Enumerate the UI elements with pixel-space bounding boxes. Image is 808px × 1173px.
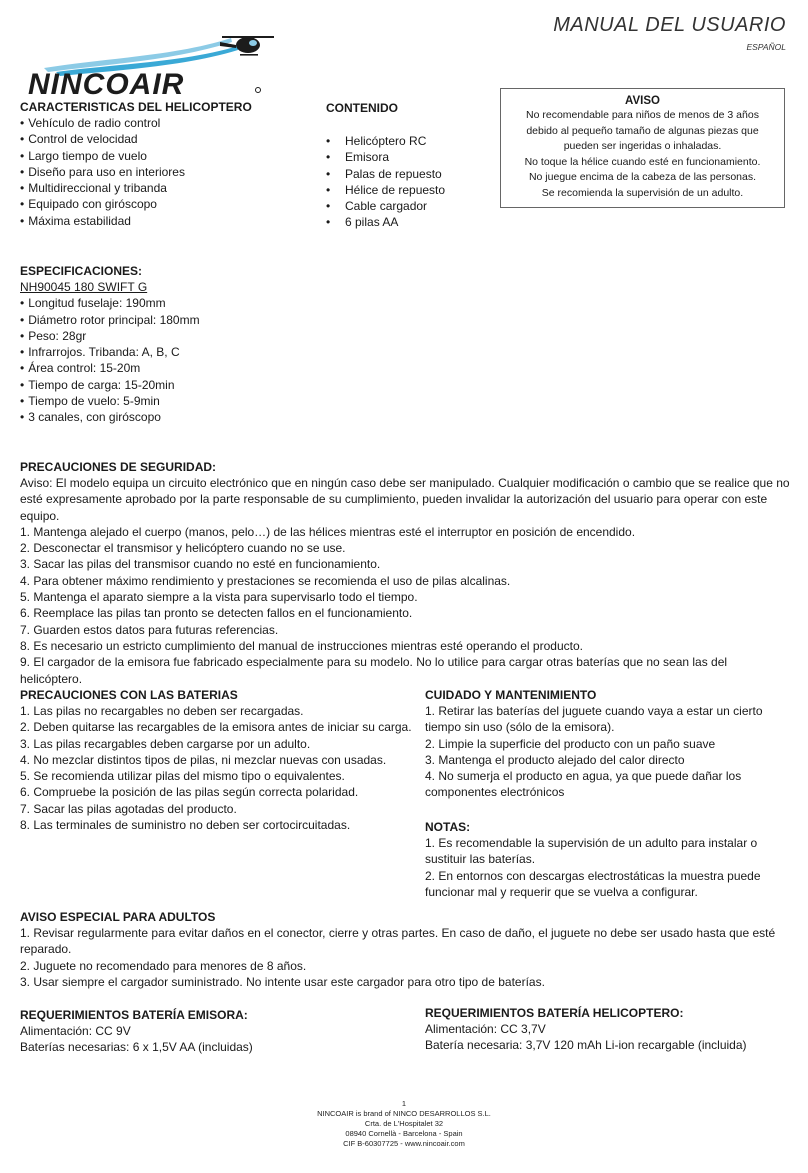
- contents-item: • Emisora: [326, 150, 390, 165]
- spec-item: • Infrarrojos. Tribanda: A, B, C: [20, 344, 200, 360]
- care-item: 2. Limpie la superficie del producto con un paño suave: [425, 736, 716, 751]
- notice-line: debido al pequeño tamaño de algunas piezas que: [526, 124, 759, 137]
- notes-item: 1. Es recomendable la supervisión de un adulto para instalar o sustituir las baterías.: [425, 836, 758, 867]
- battery-item: 6. Compruebe la posición de las pilas según correcta polaridad.: [20, 785, 359, 800]
- features-section: [20, 99, 252, 229]
- safety-item: 8. Es necesario un estricto cumplimiento del manual de instrucciones mientras esté operando el producto.: [20, 638, 583, 653]
- specs-model: NH90045 180 SWIFT G: [20, 280, 148, 294]
- battery-item: 3. Las pilas recargables deben cargarse por un adulto.: [20, 736, 311, 751]
- brand-text: NINCOAIR: [28, 68, 185, 100]
- battery-item: 7. Sacar las pilas agotadas del producto.: [20, 801, 237, 816]
- feature-item: • Diseño para uso en interiores: [20, 164, 252, 180]
- safety-item: 4. Para obtener máximo rendimiento y prestaciones se recomienda el uso de pilas alcalinas.: [20, 573, 511, 588]
- adult-notice-item: 1. Revisar regularmente para evitar daños en el conector, cierre y otras partes. En caso de daño, el juguete no debe ser usado hasta que esté reparado.: [20, 926, 776, 957]
- footer-line: 08940 Cornellà - Barcelona - Spain: [345, 1129, 463, 1138]
- contents-item: • Hélice de repuesto: [326, 182, 446, 197]
- safety-section: [20, 459, 790, 687]
- spec-item: • Tiempo de carga: 15-20min: [20, 377, 200, 393]
- notes-item: 2. En entornos con descargas electrostáticas la muestra puede funcionar mal y requerir que se vuelva a configurar.: [425, 868, 761, 899]
- feature-item: • Largo tiempo de vuelo: [20, 148, 252, 164]
- footer: [0, 1099, 808, 1149]
- notice-line: No recomendable para niños de menos de 3 años: [526, 109, 759, 121]
- notice-line: Se recomienda la supervisión de un adulto.: [541, 186, 744, 199]
- safety-item: 7. Guarden estos datos para futuras referencias.: [20, 622, 279, 637]
- spec-item: • Área control: 15-20m: [20, 360, 200, 376]
- battery-item: 8. Las terminales de suministro no deben ser cortocircuitadas.: [20, 818, 351, 833]
- adult-notice-item: 2. Juguete no recomendado para menores de 8 años.: [20, 958, 307, 973]
- notice-title: AVISO: [625, 95, 660, 107]
- safety-item: 5. Mantenga el aparato siempre a la vista para supervisarlo todo el tiempo.: [20, 590, 418, 605]
- adult-notice-section: [20, 909, 790, 990]
- battery-item: 4. No mezclar distintos tipos de pilas, ni mezclar nuevas con usadas.: [20, 752, 387, 767]
- footer-line: NINCOAIR is brand of NINCO DESARROLLOS S.L.: [317, 1109, 491, 1118]
- battery-item: 2. Deben quitarse las recargables de la emisora antes de iniciar su carga.: [20, 720, 412, 735]
- page-number: 1: [401, 1099, 407, 1108]
- battery-item: 5. Se recomienda utilizar pilas del mismo tipo o equivalentes.: [20, 769, 345, 784]
- battery-item: 1. Las pilas no recargables no deben ser recargadas.: [20, 704, 304, 718]
- transmitter-battery-title: REQUERIMIENTOS BATERÍA EMISORA:: [20, 1008, 248, 1022]
- contents-item: • Palas de repuesto: [326, 166, 442, 181]
- spec-item: • Longitud fuselaje: 190mm: [20, 295, 200, 311]
- notes-section: [425, 819, 770, 900]
- footer-line: CIF B-60307725 - www.nincoair.com: [343, 1139, 465, 1148]
- adult-notice-item: 3. Usar siempre el cargador suministrado. No intente usar este cargador para otro tipo de baterías.: [20, 974, 545, 989]
- heli-battery-title: REQUERIMIENTOS BATERÍA HELICOPTERO:: [425, 1006, 684, 1020]
- care-item: 4. No sumerja el producto en agua, ya que puede dañar los componentes electrónicos: [425, 769, 742, 800]
- feature-item: • Vehículo de radio control: [20, 115, 252, 131]
- manual-title: MANUAL DEL USUARIO: [553, 14, 786, 36]
- safety-title: PRECAUCIONES DE SEGURIDAD:: [20, 460, 217, 474]
- contents-section: [326, 100, 445, 231]
- safety-item: 3. Sacar las pilas del transmisor cuando no esté en funcionamiento.: [20, 557, 381, 572]
- spec-item: • Diámetro rotor principal: 180mm: [20, 312, 200, 328]
- ninco-air-logo: [26, 28, 276, 100]
- logo-graphic: [26, 28, 276, 100]
- notice-box: [500, 88, 785, 208]
- transmitter-battery-line: Baterías necesarias: 6 x 1,5V AA (incluidas): [20, 1040, 253, 1055]
- specs-title: ESPECIFICACIONES:: [20, 264, 143, 278]
- spec-item: • Tiempo de vuelo: 5-9min: [20, 393, 200, 409]
- heli-battery-line: Batería necesaria: 3,7V 120 mAh Li-ion recargable (incluida): [425, 1038, 747, 1053]
- notice-line: pueden ser ingeridas o inhaladas.: [563, 140, 722, 152]
- battery-precautions-title: PRECAUCIONES CON LAS BATERIAS: [20, 688, 238, 702]
- safety-item: 1. Mantenga alejado el cuerpo (manos, pelo…) de las hélices mientras esté el interruptor en posición de encendido.: [20, 524, 636, 539]
- feature-item: • Control de velocidad: [20, 131, 252, 147]
- transmitter-battery-line: Alimentación: CC 9V: [20, 1024, 131, 1038]
- footer-line: Crta. de L'Hospitalet 32: [364, 1119, 444, 1128]
- notice-line: No juegue encima de la cabeza de las personas.: [528, 171, 757, 183]
- care-item: 1. Retirar las baterías del juguete cuando vaya a estar un cierto tiempo sin uso (sólo de la emisora).: [425, 704, 763, 735]
- spec-item: • 3 canales, con giróscopo: [20, 409, 200, 425]
- heli-battery-line: Alimentación: CC 3,7V: [425, 1022, 546, 1036]
- safety-item: 9. El cargador de la emisora fue fabricado especialmente para su modelo. No lo utilice para cargar otras baterías que no sean las del helicóptero.: [20, 655, 728, 686]
- notes-title: NOTAS:: [425, 820, 471, 834]
- safety-item: 6. Reemplace las pilas tan pronto se detecten fallos en el funcionamiento.: [20, 606, 413, 621]
- feature-item: • Equipado con giróscopo: [20, 196, 252, 212]
- safety-item: 2. Desconectar el transmisor y helicóptero cuando no se use.: [20, 541, 346, 556]
- notice-line: No toque la hélice cuando esté en funcionamiento.: [524, 155, 761, 168]
- contents-item: • Cable cargador: [326, 199, 428, 214]
- heli-battery-section: [425, 1005, 747, 1054]
- care-title: CUIDADO Y MANTENIMIENTO: [425, 688, 597, 702]
- contents-item: • 6 pilas AA: [326, 215, 399, 230]
- safety-intro: Aviso: El modelo equipa un circuito electrónico que en ningún caso debe ser manipulado. Cualquier modificación o cambio que se realice que no esté expresamente aprobado por la parte responsable de su cumplimiento, pueden invalidar la autorización del usuario para operar con este equipo.: [20, 476, 790, 523]
- feature-item: • Máxima estabilidad: [20, 213, 252, 229]
- features-title: CARACTERISTICAS DEL HELICOPTERO: [20, 100, 252, 114]
- contents-title: CONTENIDO: [326, 101, 398, 115]
- manual-language: ESPAÑOL: [746, 42, 786, 52]
- care-section: [425, 687, 770, 801]
- care-item: 3. Mantenga el producto alejado del calor directo: [425, 752, 685, 767]
- contents-item: • Helicóptero RC: [326, 134, 427, 148]
- adult-notice-title: AVISO ESPECIAL PARA ADULTOS: [20, 910, 216, 924]
- feature-item: • Multidireccional y tribanda: [20, 180, 252, 196]
- battery-precautions-section: [20, 687, 420, 833]
- specs-section: [20, 263, 200, 426]
- spec-item: • Peso: 28gr: [20, 328, 200, 344]
- transmitter-battery-section: [20, 1007, 253, 1056]
